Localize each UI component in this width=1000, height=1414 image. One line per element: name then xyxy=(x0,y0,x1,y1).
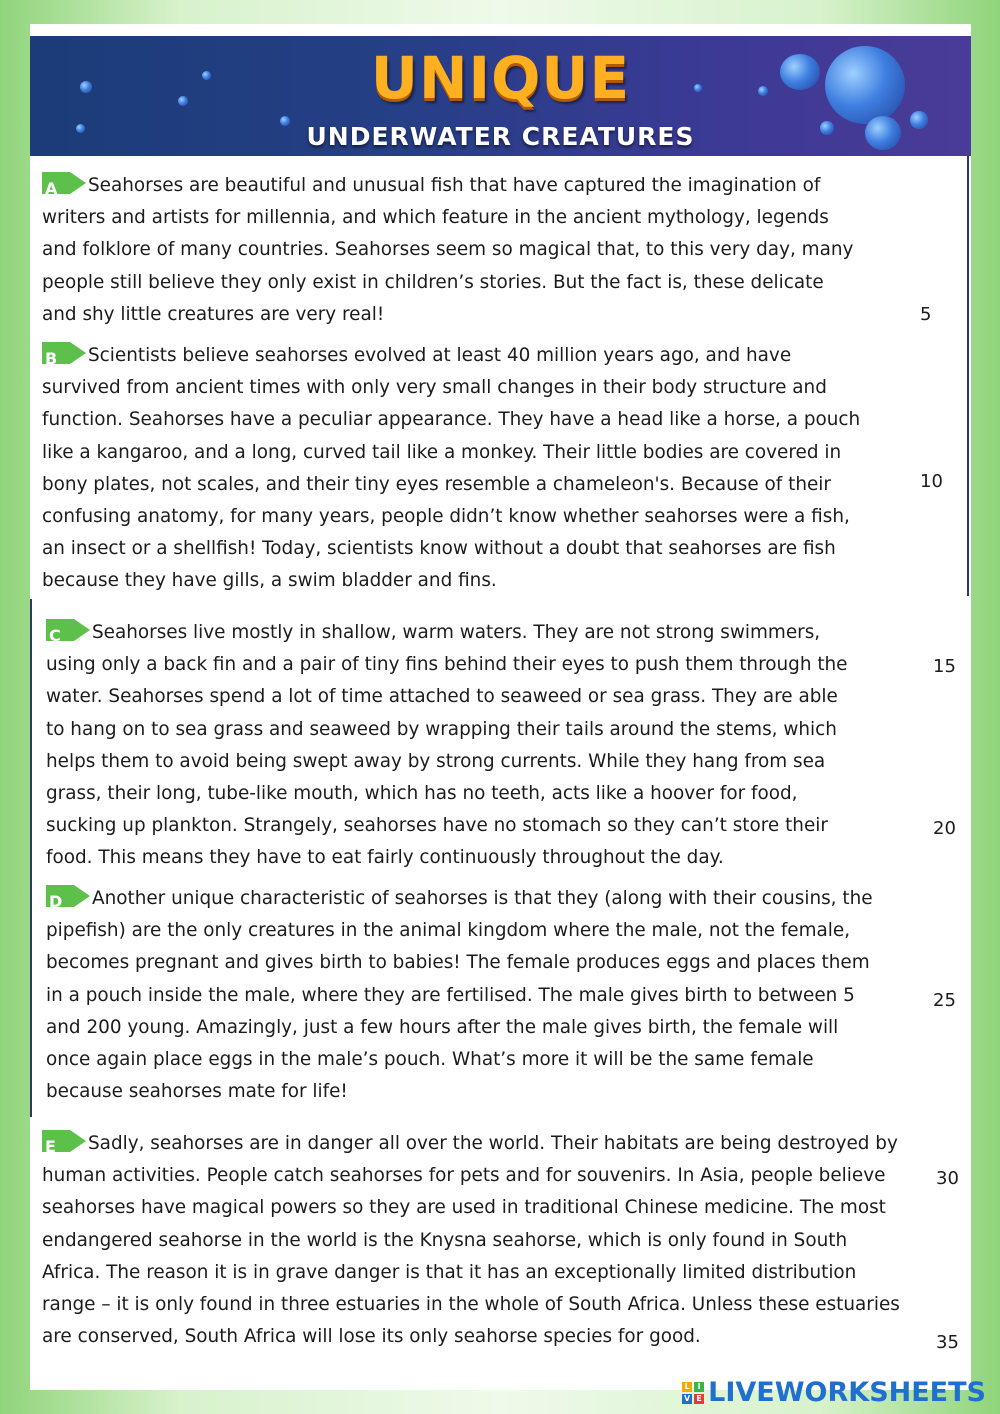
banner-title: UNIQUE xyxy=(370,44,631,112)
brand-name: LIVEWORKSHEETS xyxy=(708,1377,986,1408)
paragraph-letter: D xyxy=(49,892,63,911)
paragraph-text: Scientists believe seahorses evolved at least 40 million years ago, and have survived from ancient times with only very small changes in their body structure and function. Seahorses have a peculiar appearance. They have a head like a horse, a pouch like a kangaroo, and a long, curved tail like a monkey. Their little bodies are covered in bony plates, not scales, and their tiny eyes resemble a chameleon's. Because of their confusing anatomy, for many years, people didn’t know whether seahorses were a fish, an insect or a shellfish! Today, scientists know without a doubt that seahorses are fish because they have gills, a swim bladder and fins. xyxy=(42,345,861,592)
line-number: 10 xyxy=(920,471,943,492)
paragraph-e xyxy=(42,1128,902,1353)
logo-tile: V xyxy=(684,1393,691,1403)
paragraph-marker-e xyxy=(42,1130,86,1156)
paragraph-a xyxy=(42,170,862,331)
line-number: 20 xyxy=(933,818,956,839)
paragraph-marker-d xyxy=(46,885,90,911)
paragraph-letter: C xyxy=(49,626,61,645)
paragraph-d xyxy=(46,883,874,1108)
paragraph-text: Sadly, seahorses are in danger all over the world. Their habitats are being destroyed by human activities. People catch seahorses for pets and for souvenirs. In Asia, people believe seahorses have magical powers so they are used in traditional Chinese medicine. The most endangered seahorse in the world is the Knysna seahorse, which is only found in South Africa. The reason it is in grave danger is that it has an exceptionally limited distribution range – it is only found in three estuaries in the whole of South Africa. Unless these estuaries are conserved, South Africa will lose its only seahorse species for good. xyxy=(42,1133,900,1348)
liveworksheets-logo xyxy=(682,1377,986,1408)
paragraph-b xyxy=(42,340,862,598)
column-rule xyxy=(967,156,969,596)
line-number: 35 xyxy=(936,1332,959,1353)
paragraph-letter: B xyxy=(45,349,58,368)
paragraph-marker-b xyxy=(42,342,86,368)
line-number: 30 xyxy=(936,1168,959,1189)
line-number: 25 xyxy=(933,990,956,1011)
column-rule xyxy=(30,599,32,1117)
paragraph-letter: E xyxy=(45,1137,56,1156)
liveworksheets-icon xyxy=(682,1382,704,1404)
paragraph-letter: A xyxy=(45,179,58,198)
worksheet-page xyxy=(30,24,971,1390)
paragraph-text: Another unique characteristic of seahorses is that they (along with their cousins, the pipefish) are the only creatures in the animal kingdom where the male, not the female, becomes pregnant and gives birth to babies! The female produces eggs and places them in a pouch inside the male, where they are fertilised. The male gives birth to between 5 and 200 young. Amazingly, just a few hours after the male gives birth, the female will once again place eggs in the male’s pouch. What’s more it will be the same female because seahorses mate for life! xyxy=(46,888,873,1103)
logo-tile: E xyxy=(694,1394,704,1404)
line-number: 5 xyxy=(920,304,932,325)
line-number: 15 xyxy=(933,656,956,677)
title-banner xyxy=(30,36,971,156)
paragraph-text: Seahorses are beautiful and unusual fish that have captured the imagination of writers and artists for millennia, and which feature in the ancient mythology, legends and folklore of many countries. Seahorses seem so magical that, to this very day, many people still believe they only exist in children’s stories. But the fact is, these delicate and shy little creatures are very real! xyxy=(42,175,854,325)
paragraph-marker-a xyxy=(42,172,86,198)
paragraph-marker-c xyxy=(46,619,90,645)
logo-tile: L xyxy=(682,1382,692,1392)
paragraph-c xyxy=(46,617,852,875)
paragraph-text: Seahorses live mostly in shallow, warm waters. They are not strong swimmers, using only a back fin and a pair of tiny fins behind their eyes to push them through the water. Seahorses spend a lot of time attached to seaweed or sea grass. They are able to hang on to sea grass and seaweed by wrapping their tails around the stems, which helps them to avoid being swept away by strong currents. While they hang from sea grass, their long, tube-like mouth, which has no teeth, acts like a hoover for food, sucking up plankton. Strangely, seahorses have no stomach so they can’t store their food. This means they have to eat fairly continuously throughout the day. xyxy=(46,622,848,869)
logo-tile: I xyxy=(694,1382,704,1392)
banner-subtitle: UNDERWATER CREATURES xyxy=(306,122,695,151)
